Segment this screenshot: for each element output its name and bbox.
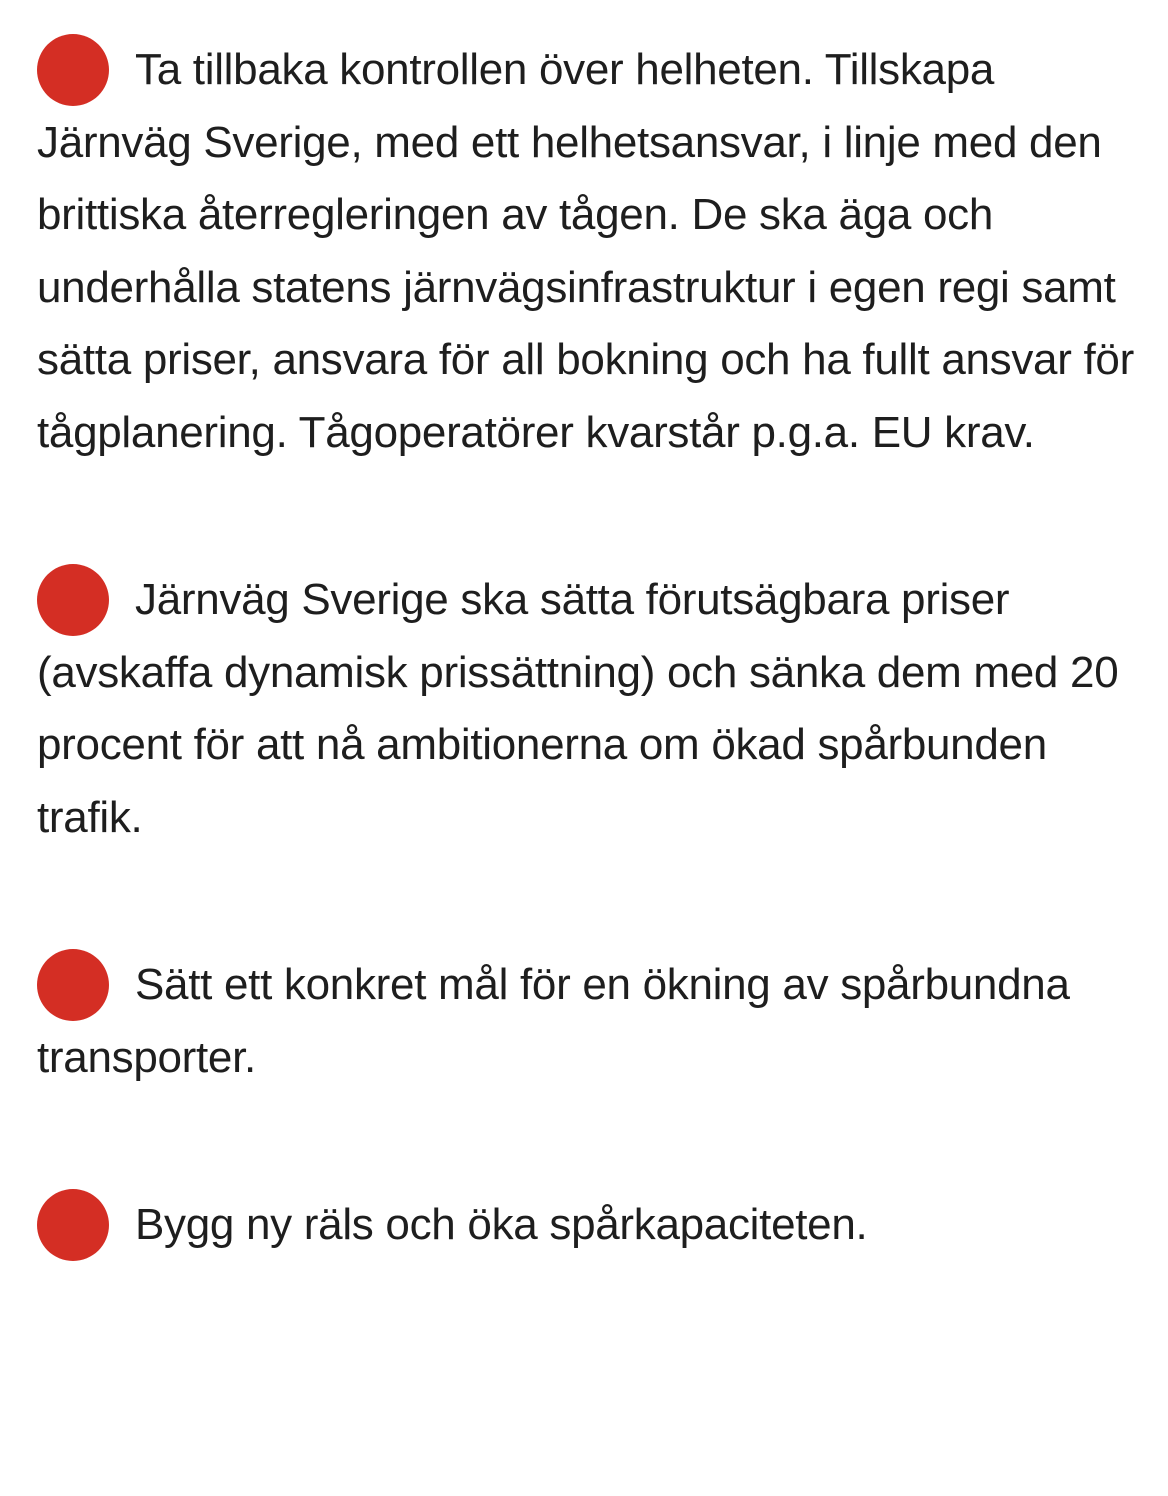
list-item — [37, 34, 1137, 469]
list-item-text: Järnväg Sverige ska sätta förutsägbara priser (avskaffa dynamisk prissättning) och sänka dem med 20 procent för att nå ambitionerna om ökad spårbunden trafik. — [37, 575, 1119, 842]
list-item-text: Sätt ett konkret mål för en ökning av spårbundna transporter. — [37, 960, 1070, 1082]
list-item-text: Bygg ny räls och öka spårkapaciteten. — [135, 1200, 868, 1249]
list-item-text: Ta tillbaka kontrollen över helheten. Tillskapa Järnväg Sverige, med ett helhetsansvar, i linje med den brittiska återregleringen av tågen. De ska äga och underhålla statens järnvägsinfrastruktur i egen regi samt sätta priser, ansvara för all bokning och ha fullt ansvar för tågplanering. Tågoperatörer kvarstår p.g.a. EU krav. — [37, 45, 1134, 457]
bullet-list — [37, 34, 1137, 1262]
red-circle-icon — [37, 564, 109, 636]
red-circle-icon — [37, 34, 109, 106]
list-item — [37, 1189, 1137, 1262]
list-item — [37, 564, 1137, 854]
red-circle-icon — [37, 949, 109, 1021]
red-circle-icon — [37, 1189, 109, 1261]
list-item — [37, 949, 1137, 1094]
